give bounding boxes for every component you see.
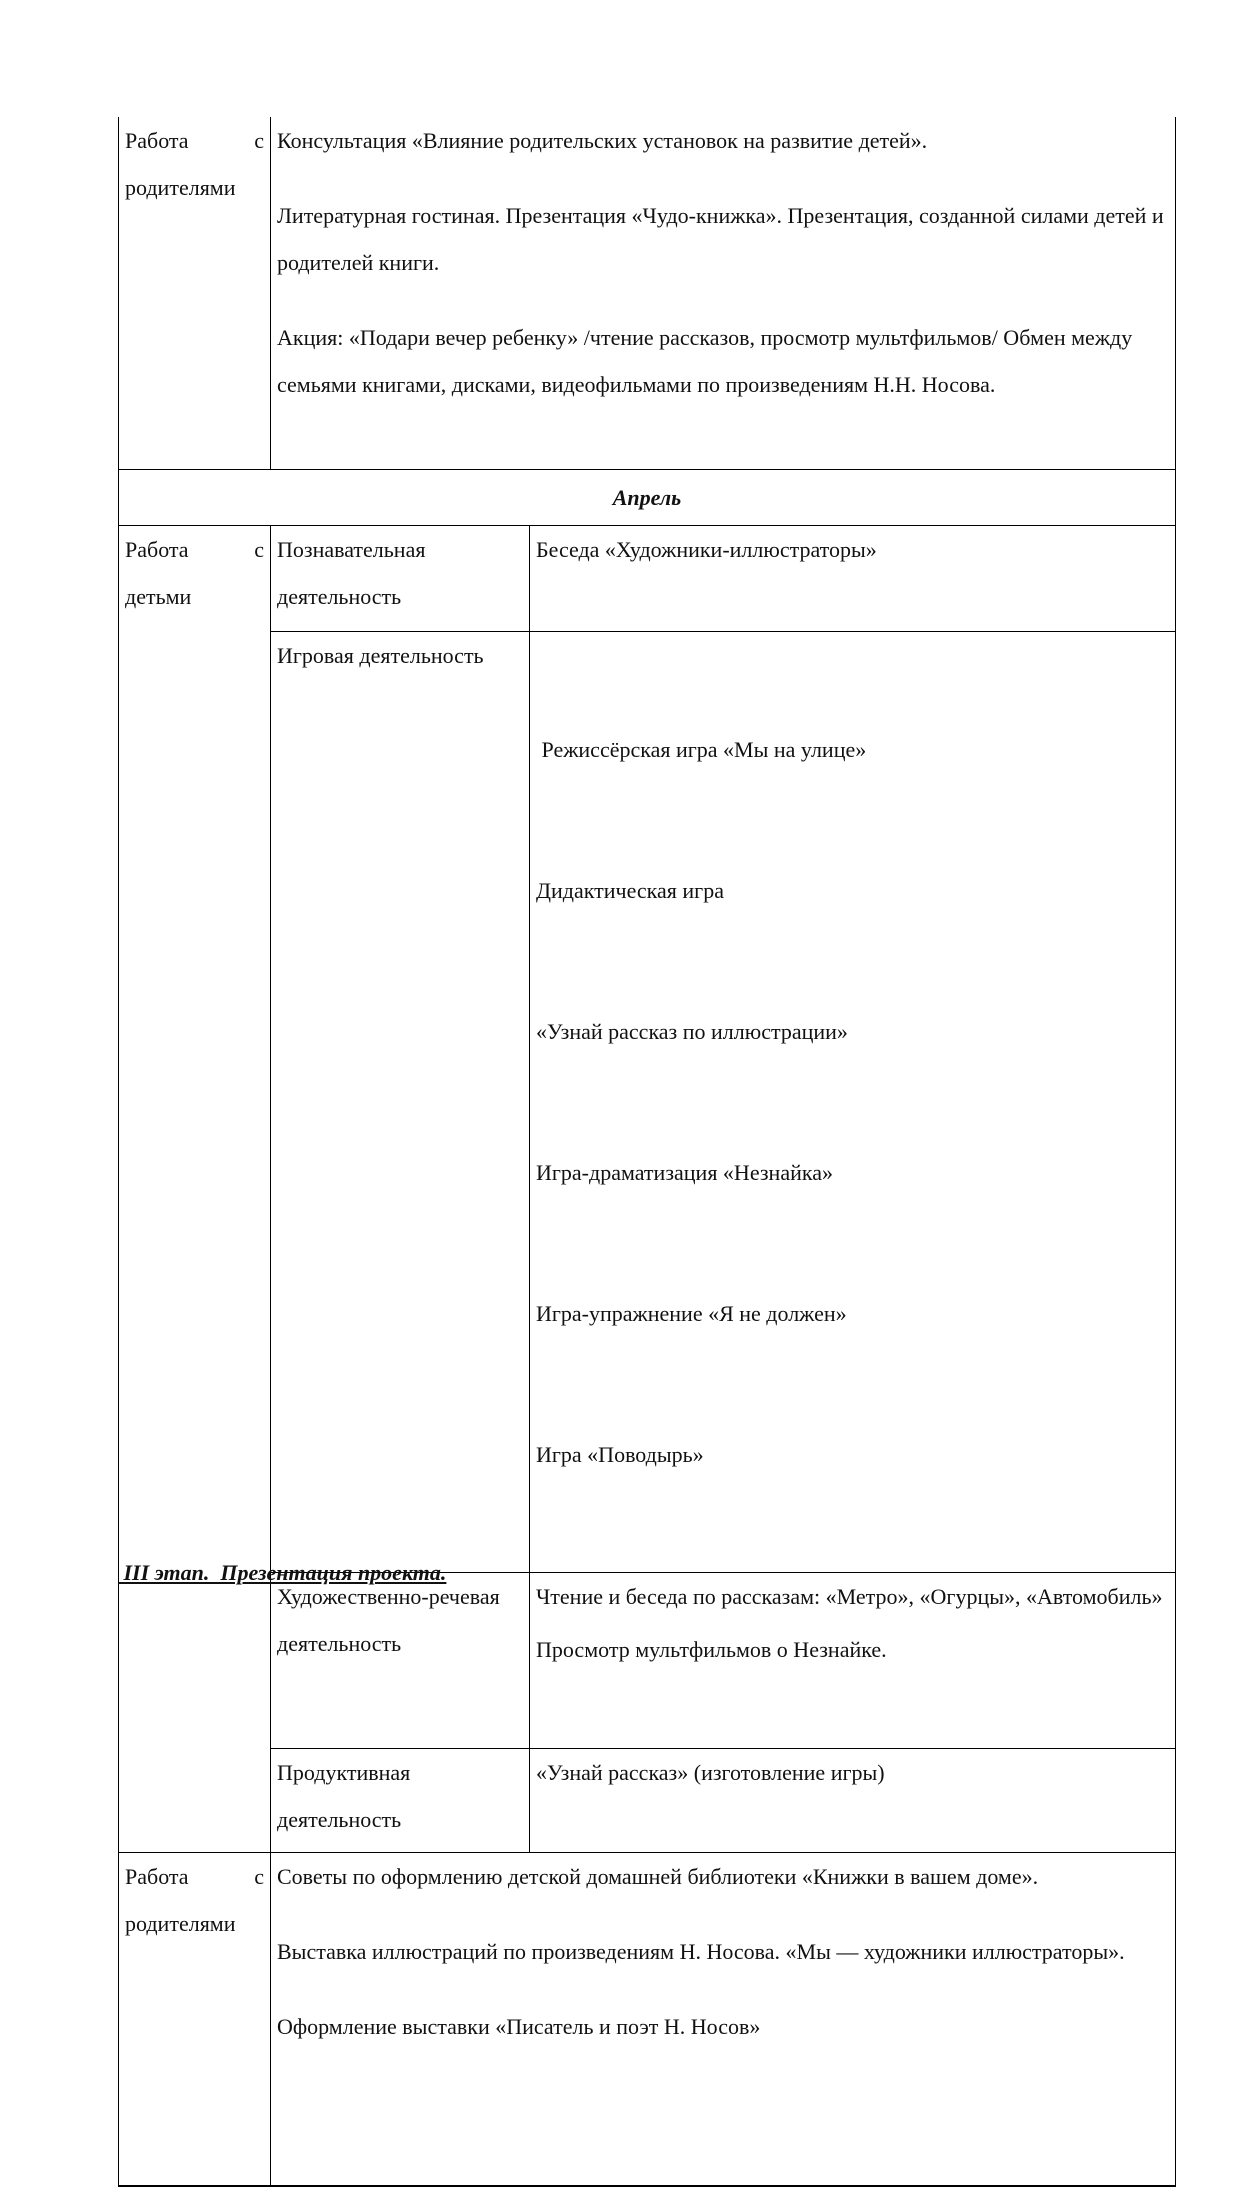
label-text: Работа bbox=[125, 1863, 189, 1889]
label-text: Работа bbox=[125, 128, 189, 153]
label-text: Работа bbox=[125, 536, 189, 562]
month-heading: Апрель bbox=[119, 469, 1176, 525]
activity-content bbox=[530, 1748, 1176, 1852]
row-label-cell bbox=[119, 117, 271, 469]
activity-content bbox=[530, 525, 1176, 631]
month-row bbox=[119, 469, 1176, 525]
list-item: Консультация «Влияние родительских установок на развитие детей». bbox=[277, 128, 928, 153]
content-cell bbox=[271, 1852, 1176, 2186]
table-row bbox=[119, 1748, 1176, 1852]
list-item: Просмотр мультфильмов о Незнайке. bbox=[536, 1636, 887, 1662]
activity-content bbox=[530, 631, 1176, 1572]
list-item: Выставка иллюстраций по произведениям Н. Носова. «Мы — художники иллюстраторы». bbox=[277, 1938, 1125, 1964]
label-text: детьми bbox=[125, 583, 192, 609]
list-item: Игра «Поводырь» bbox=[536, 1441, 704, 1467]
label-text: с bbox=[254, 1863, 264, 1889]
table-row bbox=[119, 117, 1176, 469]
table-row bbox=[119, 1852, 1176, 2186]
label-text: с bbox=[254, 536, 264, 562]
label-text: родителями bbox=[125, 1910, 236, 1936]
list-item: Акция: «Подари вечер ребенку» /чтение рассказов, просмотр мультфильмов/ Обмен между семьями книгами, дисками, видеофильмами по произведениям Н.Н. Носова. bbox=[277, 325, 1133, 397]
row-label-cell bbox=[119, 525, 271, 1852]
activity-type: Познавательная деятельность bbox=[271, 525, 530, 631]
list-item: Чтение и беседа по рассказам: «Метро», «Огурцы», «Автомобиль» bbox=[536, 1583, 1163, 1609]
list-item: «Узнай рассказ по иллюстрации» bbox=[536, 1018, 848, 1044]
content-cell bbox=[271, 117, 1176, 469]
list-item: Игра-упражнение «Я не должен» bbox=[536, 1300, 847, 1326]
project-plan-table bbox=[118, 117, 1176, 2187]
table-row bbox=[119, 525, 1176, 631]
list-item: Игра-драматизация «Незнайка» bbox=[536, 1159, 833, 1185]
list-item: Дидактическая игра bbox=[536, 877, 724, 903]
list-item: «Узнай рассказ» (изготовление игры) bbox=[536, 1759, 885, 1785]
activity-type: Продуктивная деятельность bbox=[271, 1748, 530, 1852]
table-row bbox=[119, 1572, 1176, 1748]
list-item: Советы по оформлению детской домашней библиотеки «Книжки в вашем доме». bbox=[277, 1863, 1039, 1889]
list-item: Беседа «Художники-иллюстраторы» bbox=[536, 536, 877, 562]
activity-content bbox=[530, 1572, 1176, 1748]
activity-type: Игровая деятельность bbox=[271, 631, 530, 1572]
list-item: Оформление выставки «Писатель и поэт Н. Носов» bbox=[277, 2013, 761, 2039]
label-text: родителями bbox=[125, 175, 236, 200]
activity-type: Художественно-речевая деятельность bbox=[271, 1572, 530, 1748]
row-label-cell bbox=[119, 1852, 271, 2186]
label-text: с bbox=[254, 128, 264, 153]
list-item: Режиссёрская игра «Мы на улице» bbox=[536, 736, 867, 762]
stage-heading: III этап. Презентация проекта. bbox=[118, 1560, 447, 1585]
table-row bbox=[119, 631, 1176, 1572]
list-item: Литературная гостиная. Презентация «Чудо-книжка». Презентация, созданной силами детей и родителей книги. bbox=[277, 203, 1164, 275]
